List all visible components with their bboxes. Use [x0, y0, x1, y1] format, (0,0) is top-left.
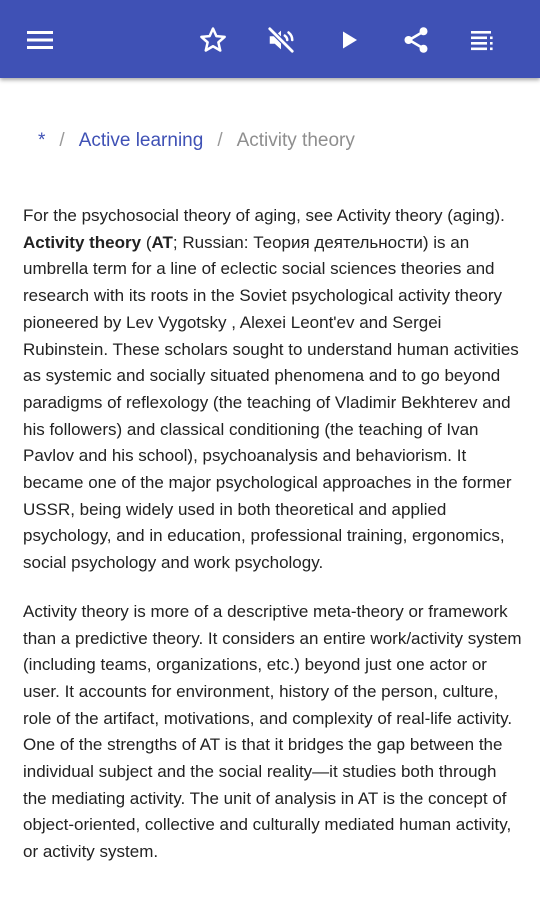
favorite-button[interactable]	[191, 18, 235, 62]
breadcrumb-parent-link[interactable]: Active learning	[78, 130, 204, 151]
volume-off-icon	[266, 25, 296, 55]
play-button[interactable]	[327, 18, 371, 62]
article-paragraph-1	[23, 230, 523, 577]
article-text: ; Russian: Теория деятельности) is an umbrella term for a line of eclectic social sciences theories and research with its roots in the Soviet psychological activity theory pioneered by Lev Vygotsky , Alexei Leont'ev and Sergei Rubinstein. These scholars sought to understand human activities as systemic and socially situated phenomena and to go beyond paradigms of reflexology (the teaching of Vladimir Bekhterev and his followers) and classical conditioning (the teaching of Ivan Pavlov and his school), psychoanalysis and behaviorism. It became one of the major psychological approaches in the former USSR, being widely used in both theoretical and applied psychology, and in education, professional training, ergonomics, social psychology and work psychology.	[23, 232, 519, 573]
breadcrumb-separator: /	[217, 130, 223, 151]
play-icon	[337, 28, 361, 52]
mute-button[interactable]	[259, 18, 303, 62]
contents-button[interactable]	[462, 18, 506, 62]
hatnote: For the psychosocial theory of aging, see Activity theory (aging).	[23, 206, 505, 225]
star-outline-icon	[198, 25, 228, 55]
share-icon	[401, 25, 431, 55]
breadcrumb-home-link[interactable]: *	[38, 130, 46, 151]
menu-button[interactable]	[18, 18, 62, 62]
article-term: Activity theory	[23, 232, 142, 252]
hamburger-icon	[26, 29, 54, 51]
breadcrumb	[38, 128, 355, 154]
app-bar	[0, 0, 540, 78]
article-paragraph-2: Activity theory is more of a descriptive meta-theory or framework than a predictive theory. It considers an entire work/activity system (including teams, organizations, etc.) beyond just one actor or user. It accounts for environment, history of the person, culture, role of the artifact, motivations, and complexity of real-life activity. One of the strengths of AT is that it bridges the gap between the individual subject and the social reality—it studies both through the mediating activity. The unit of analysis in AT is the concept of object-oriented, collective and culturally mediated human activity, or activity system.	[23, 601, 522, 862]
list-icon	[470, 29, 498, 51]
share-button[interactable]	[394, 18, 438, 62]
article-abbreviation: AT	[151, 232, 173, 252]
breadcrumb-separator: /	[59, 130, 65, 151]
article-body	[23, 203, 523, 866]
breadcrumb-current: Activity theory	[236, 130, 355, 151]
article-text-open: (	[141, 232, 152, 252]
